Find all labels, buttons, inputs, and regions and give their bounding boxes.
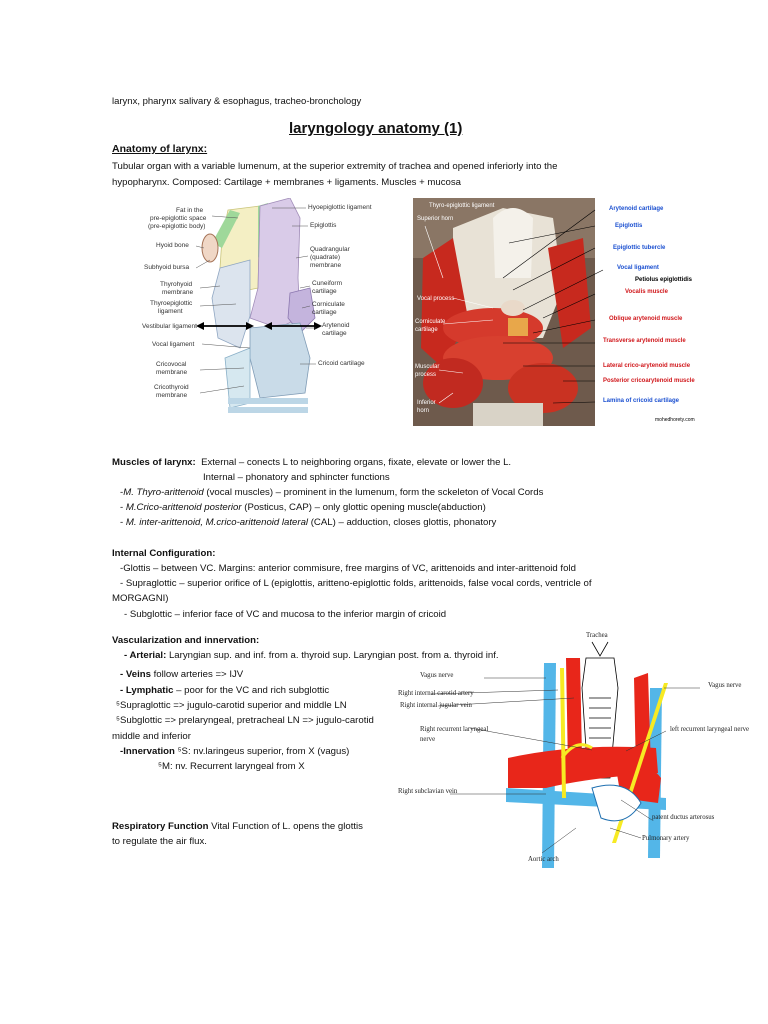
photo-label-transverse: Transverse arytenoid muscle (603, 338, 686, 344)
label-hyoid-bone: Hyoid bone (156, 242, 189, 249)
vessel-label-vagus-right: Vagus nerve (708, 682, 742, 689)
label-hyoepiglottic: Hyoepiglottic ligament (308, 204, 372, 211)
larynx-sagittal-figure (142, 198, 375, 420)
muscle-item-3: - M. inter-arittenoid, M.crico-arittenoid lateral (CAL) – adduction, closes glottis, phonatory (120, 517, 497, 528)
label-arytenoid-2: cartilage (322, 330, 347, 337)
muscles-internal: Internal – phonatory and sphincter functions (203, 472, 390, 483)
veins-label: - Veins (120, 669, 151, 680)
internal-subglottic: - Subglottic – inferior face of VC and mucosa to the inferior margin of cricoid (124, 609, 447, 620)
label-corniculate-2: cartilage (312, 309, 337, 316)
photo-label-posterior: Posterior cricoarytenoid muscle (603, 378, 695, 384)
label-quadrangular: Quadrangular (310, 246, 350, 253)
label-epiglottis: Epiglottis (310, 222, 337, 229)
anatomy-line-1: Tubular organ with a variable lumenum, at the superior extremity of trachea and opened inferiorly into the (112, 161, 558, 172)
vessels-nerves-figure (396, 628, 768, 868)
label-subhyoid-bursa: Subhyoid bursa (144, 264, 190, 271)
photo-label-thyro-epiglottic: Thyro-epiglottic ligament (429, 203, 495, 209)
vessels-nerves-drawing (396, 628, 768, 868)
muscles-external: External – conects L to neighboring organs, fixate, elevate or lower the L. (201, 457, 512, 468)
label-cricovocal-2: membrane (156, 369, 188, 376)
vascular-subglottic: ⁵Subglottic => prelaryngeal, pretracheal LN => jugulo-carotid (116, 715, 374, 726)
photo-label-corniculate-2: cartilage (415, 327, 438, 333)
label-cuneiform: Cuneiform (312, 280, 342, 287)
muscle-3-name: M. inter-arittenoid, M.crico-arittenoid lateral (125, 517, 309, 528)
innervation-label: -Innervation (120, 746, 175, 757)
photo-label-arytenoid: Arytenoid cartilage (609, 206, 664, 212)
vessel-label-aortic: Aortic arch (528, 856, 559, 863)
muscle-2-name: M.Crico-arittenoid posterior (125, 502, 242, 513)
veins-text: follow arteries => IJV (150, 669, 244, 680)
internal-supraglottic: - Supraglottic – superior orifice of L (epiglottis, aritteno-epiglottic folds, arittenoids, false vocal cords, ventricle of (120, 578, 592, 589)
photo-label-muscular-2: process (415, 372, 437, 378)
vessel-label-left-recurrent: left recurrent laryngeal nerve (670, 726, 750, 733)
label-vestibular-ligament: Vestibular ligament (142, 323, 197, 330)
label-thyroepiglottic: Thyroepiglottic (150, 300, 193, 307)
photo-label-petiolus: Petiolus epiglottidis (635, 277, 693, 283)
document-header: larynx, pharynx salivary & esophagus, tracheo-bronchology (112, 96, 362, 107)
respiratory-text: Vital Function of L. opens the glottis (208, 821, 363, 832)
vessel-label-ductus: patent ductus arterosus (652, 814, 715, 821)
larynx-model-drawing (413, 198, 703, 426)
muscles-heading: Muscles of larynx: (112, 457, 196, 468)
label-thyroepiglottic-2: ligament (158, 308, 183, 315)
muscle-2-desc: (Posticus, CAP) – only glottic opening muscle(abduction) (241, 502, 486, 513)
muscle-1-desc: (vocal muscles) – prominent in the lumenum, form the sckeleton of Vocal Cords (203, 487, 544, 498)
vascular-veins (120, 667, 243, 682)
photo-label-inferior-2: horn (417, 408, 430, 414)
muscle-item-1: -M. Thyro-arittenoid (vocal muscles) – prominent in the lumenum, form the sckeleton of Vocal Cords (120, 487, 544, 498)
vascular-innervation (120, 744, 349, 759)
label-cuneiform-2: cartilage (312, 288, 337, 295)
photo-label-epiglottic-tubercle: Epiglottic tubercle (613, 245, 666, 251)
label-arytenoid: Arytenoid (322, 322, 350, 329)
label-thyrohyoid: Thyrohyoid (160, 281, 193, 288)
vascular-subglottic-2: middle and inferior (112, 731, 191, 742)
photo-credit: mohedhorety.com (655, 417, 695, 423)
internal-glottis: -Glottis – between VC. Margins: anterior commisure, free margins of VC, arittenoids and inter-arittenoid fold (120, 563, 576, 574)
vessel-label-right-recurrent-2: nerve (420, 736, 436, 743)
photo-label-vocalis: Vocalis muscle (625, 289, 668, 295)
photo-label-epiglottis: Epiglottis (615, 223, 643, 229)
label-fat-3: (pre-epiglottic body) (148, 223, 206, 230)
vessel-label-subclavian: Right subclavian vein (398, 788, 458, 795)
respiratory-label: Respiratory Function (112, 821, 209, 832)
respiratory-text-2: to regulate the air flux. (112, 836, 207, 847)
anatomy-line-2: hypopharynx. Composed: Cartilage + membranes + ligaments. Muscles + mucosa (112, 177, 462, 188)
label-cricoid: Cricoid cartilage (318, 360, 365, 367)
label-corniculate: Corniculate (312, 301, 345, 308)
photo-label-vocal-process: Vocal process (417, 296, 455, 302)
photo-label-vocal-ligament: Vocal ligament (617, 265, 659, 271)
label-quadrangular-2: (quadrate) (310, 254, 340, 261)
muscles-external-line (112, 455, 511, 470)
vascular-lymphatic (120, 683, 329, 698)
arterial-label: - Arterial: (124, 650, 167, 661)
vessel-label-vagus-left: Vagus nerve (420, 672, 454, 679)
photo-label-lamina: Lamina of cricoid cartilage (603, 398, 680, 404)
label-vocal-ligament: Vocal ligament (152, 341, 195, 348)
innervation-m: ⁵M: nv. Recurrent laryngeal from X (158, 761, 305, 772)
vascular-heading: Vascularization and innervation: (112, 635, 260, 646)
vessel-label-trachea: Trachea (586, 632, 608, 639)
photo-label-inferior: Inferior (417, 400, 436, 406)
page-title: laryngology anatomy (1) (289, 120, 463, 137)
internal-supraglottic-2: MORGAGNI) (112, 593, 169, 604)
larynx-model-photo (413, 198, 703, 426)
label-cricothyroid-2: membrane (156, 392, 188, 399)
innervation-s: ⁵S: nv.laringeus superior, from X (vagus) (174, 746, 350, 757)
anatomy-heading: Anatomy of larynx: (112, 143, 208, 155)
lymph-text: – poor for the VC and rich subglottic (173, 685, 330, 696)
vascular-supraglottic: ⁵Supraglottic => jugulo-carotid superior and middle LN (116, 700, 347, 711)
muscle-1-name: M. Thyro-arittenoid (123, 487, 204, 498)
muscle-3-desc: (CAL) – adduction, closes glottis, phonatory (308, 517, 497, 528)
lymph-label: - Lymphatic (120, 685, 174, 696)
label-fat: Fat in the (176, 207, 204, 214)
arterial-text: Laryngian sup. and inf. from a. thyroid sup. Laryngian post. from a. thyroid inf. (166, 650, 499, 661)
respiratory-line (112, 819, 363, 834)
vessel-label-right-carotid: Right internal carotid artery (398, 690, 474, 697)
label-cricothyroid: Cricothyroid (154, 384, 189, 391)
photo-label-lateral: Lateral crico-arytenoid muscle (603, 363, 691, 369)
muscle-item-2: - M.Crico-arittenoid posterior (Posticus, CAP) – only glottic opening muscle(abduction) (120, 502, 486, 513)
vessel-label-right-recurrent: Right recurrent laryngeal (420, 726, 489, 733)
photo-label-corniculate: Corniculate (415, 319, 446, 325)
label-cricovocal: Cricovocal (156, 361, 187, 368)
vessel-label-right-jugular: Right internal jugular vein (400, 702, 472, 709)
internal-config-heading: Internal Configuration: (112, 548, 216, 559)
label-thyrohyoid-2: membrane (162, 289, 194, 296)
photo-label-oblique: Oblique arytenoid muscle (609, 316, 683, 322)
vessel-label-pulmonary: Pulmonary artery (642, 835, 690, 842)
photo-label-muscular: Muscular (415, 364, 440, 370)
label-quadrangular-3: membrane (310, 262, 342, 269)
photo-label-superior-horn: Superior horn (417, 216, 454, 222)
label-fat-2: pre-epiglottic space (150, 215, 207, 222)
